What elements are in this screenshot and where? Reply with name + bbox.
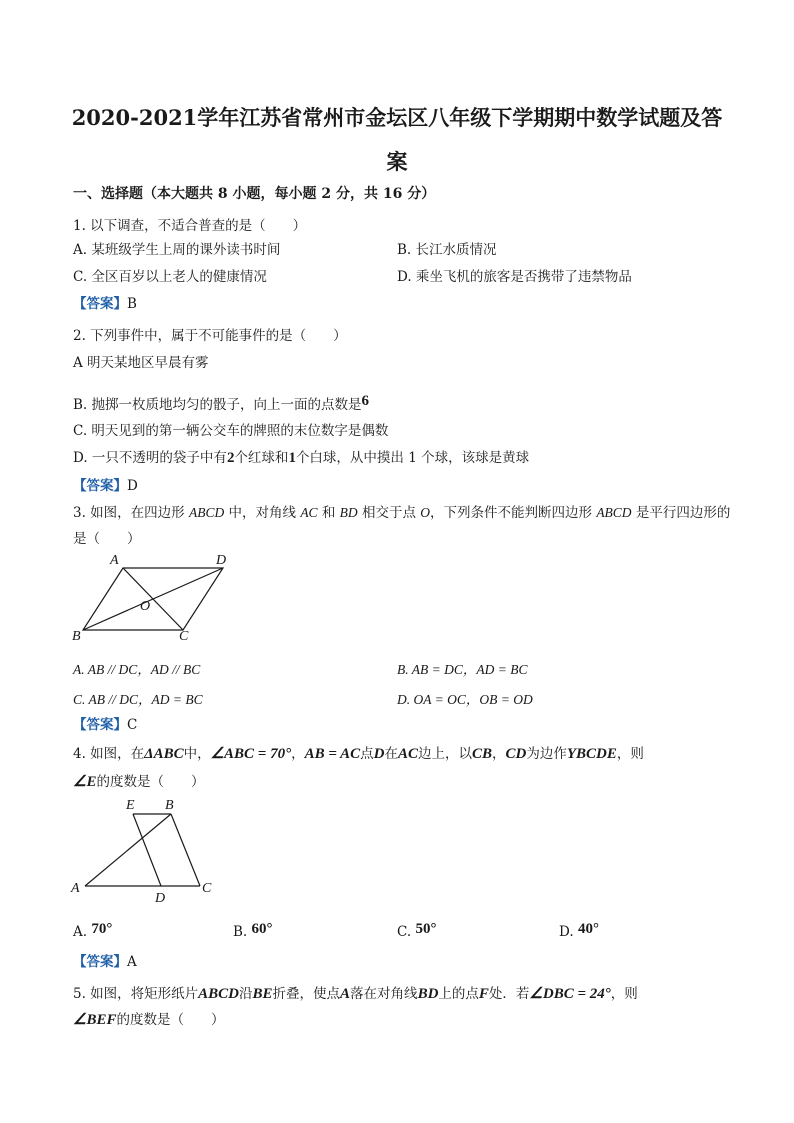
q3-stem-text: 是平行四边形的 [631,505,731,521]
q4-side-cb: CB [471,746,492,762]
answer-value: B [127,296,137,312]
q2-option-d-number2: 1 [288,450,296,466]
q3-label-a: A [110,553,119,568]
q4-angle: ∠ABC = 70° [210,746,292,762]
q4-label-b: B [165,798,174,813]
q4-stem-text: 点 [360,746,374,762]
q4-label-d: D [155,891,166,906]
q3-option-c: C. AB // DC，AD = BC [73,692,203,707]
q4-stem-text: ，则 [616,746,644,762]
q4-stem-text: 边上，以 [417,746,472,762]
q3-abcd: ABCD [188,505,225,520]
q4-stem-text: 为边作 [526,746,567,762]
answer-label: 【答案】 [73,296,127,312]
q5-stem-text: 上的点 [438,986,479,1002]
q4-stem-text: ， [492,746,506,762]
q4-stem-line2 [73,770,204,791]
answer-label: 【答案】 [73,717,127,733]
q1-answer [73,292,137,312]
q4-stem-text: 4. 如图，在 [73,746,145,762]
q4-option-b [233,921,273,940]
q4-option-c [397,921,436,940]
q2-option-c: C. 明天见到的第一辆公交车的牌照的末位数字是偶数 [73,423,389,439]
q3-stem-text: 中，对角线 [224,505,301,521]
q5-stem-text: 折叠，使点 [272,986,341,1002]
q3-abcd: ABCD [596,505,632,520]
q2-option-d-text3: 个白球，从中摸出 1 个球，该球是黄球 [295,450,530,466]
q3-answer [73,713,137,733]
q4-option-d-value: 40° [577,921,599,937]
q3-stem-line2: 是（ ） [73,531,141,547]
q2-option-d-text: D. 一只不透明的袋子中有 [73,450,227,466]
q5-stem-text: 的度数是（ ） [116,1012,225,1028]
q4-option-d-letter: D. [559,924,574,940]
q4-angle-e: ∠E [73,774,97,790]
q4-segment-ed [133,814,161,886]
q1-option-a: A. 某班级学生上周的课外读书时间 [73,242,281,258]
answer-label: 【答案】 [73,478,127,494]
q4-equality: AB = AC [304,746,361,762]
q4-answer [73,950,137,970]
q5-point-a: A [340,986,351,1002]
q5-angle: ∠DBC = 24° [529,986,611,1002]
answer-value: D [127,478,138,494]
q4-option-d [559,921,599,940]
q4-stem-text: 的度数是（ ） [96,774,205,790]
q3-stem-text: ，下列条件不能判断四边形 [430,505,597,521]
q4-point-d: D [373,746,385,762]
q4-side-cd: CD [505,746,527,762]
q3-option-a: A. AB // DC，AD // BC [73,662,201,677]
q5-rectangle: ABCD [198,986,240,1002]
q5-angle-bef: ∠BEF [73,1012,117,1028]
q4-stem-line1 [73,742,644,763]
q3-stem-text: 3. 如图，在四边形 [73,505,189,521]
q4-label-e: E [126,798,135,813]
answer-label: 【答案】 [73,954,127,970]
q4-option-b-letter: B. [233,924,248,940]
answer-value: C [127,717,138,733]
q2-option-a: A 明天某地区早晨有雾 [73,355,209,371]
q3-label-d: D [216,553,227,568]
q3-parallelogram-figure [68,548,238,644]
q4-parallelogram-name: YBCDE [566,746,617,762]
q4-figure [68,794,228,906]
q1-stem: 1. 以下调查，不适合普查的是（ ） [73,218,307,234]
q5-point-f: F [478,986,489,1002]
q4-segment-bc [171,814,200,886]
q4-option-b-value: 60° [251,921,273,937]
q4-segment-ab [85,814,171,886]
q2-option-b-number: 6 [361,393,370,409]
q4-stem-text: 中， [183,746,211,762]
q2-answer [73,474,138,494]
q4-option-a-letter: A. [73,924,88,940]
q2-option-d [73,446,529,467]
q3-ac: AC [300,505,318,520]
q4-option-c-value: 50° [415,921,437,937]
q3-bd: BD [339,505,358,520]
q2-option-b-text: B. 抛掷一枚质地均匀的骰子，向上一面的点数是 [73,397,362,413]
q1-option-d: D. 乘坐飞机的旅客是否携带了违禁物品 [397,269,632,285]
q3-diagonal-bd [83,568,223,630]
q3-label-o: O [140,599,151,614]
q5-stem-text: 沿 [239,986,253,1002]
q3-option-d: D. OA = OC，OB = OD [397,692,533,707]
q4-label-c: C [202,881,212,896]
q5-stem-text: 5. 如图，将矩形纸片 [73,986,199,1002]
page-title: 2020-2021学年江苏省常州市金坛区八年级下学期期中数学试题及答案 [71,105,723,174]
q4-stem-text: ， [291,746,305,762]
q3-stem-text: 相交于点 [357,505,421,521]
q4-option-a [73,921,112,940]
q5-stem-line1 [73,982,638,1003]
q5-stem-text: ，则 [610,986,638,1002]
q5-line-be: BE [252,986,273,1002]
q4-option-a-value: 70° [91,921,113,937]
q1-option-c: C. 全区百岁以上老人的健康情况 [73,269,267,285]
section-heading: 一、选择题（本大题共 8 小题，每小题 2 分，共 16 分） [73,186,436,202]
q4-side-ac: AC [397,746,418,762]
q4-label-a: A [71,881,80,896]
q5-diagonal-bd: BD [417,986,439,1002]
q3-label-c: C [179,629,189,644]
answer-value: A [127,954,137,970]
q3-option-b: B. AB = DC，AD = BC [397,662,528,677]
q3-stem-text: 和 [317,505,340,521]
q2-option-d-text2: 个红球和 [234,450,289,466]
q4-stem-text: 在 [384,746,398,762]
q4-triangle: ΔABC [144,746,184,762]
q3-stem-line1 [73,501,730,521]
q5-stem-line2 [73,1008,224,1029]
q3-label-b: B [72,629,81,644]
q5-stem-text: 落在对角线 [350,986,418,1002]
q3-o: O [420,505,431,520]
q5-stem-text: 处．若 [488,986,530,1002]
q1-option-b: B. 长江水质情况 [397,242,497,258]
q2-option-d-number1: 2 [226,450,235,466]
q2-stem: 2. 下列事件中，属于不可能事件的是（ ） [73,328,347,344]
q2-option-b [73,393,369,413]
q4-option-c-letter: C. [397,924,412,940]
